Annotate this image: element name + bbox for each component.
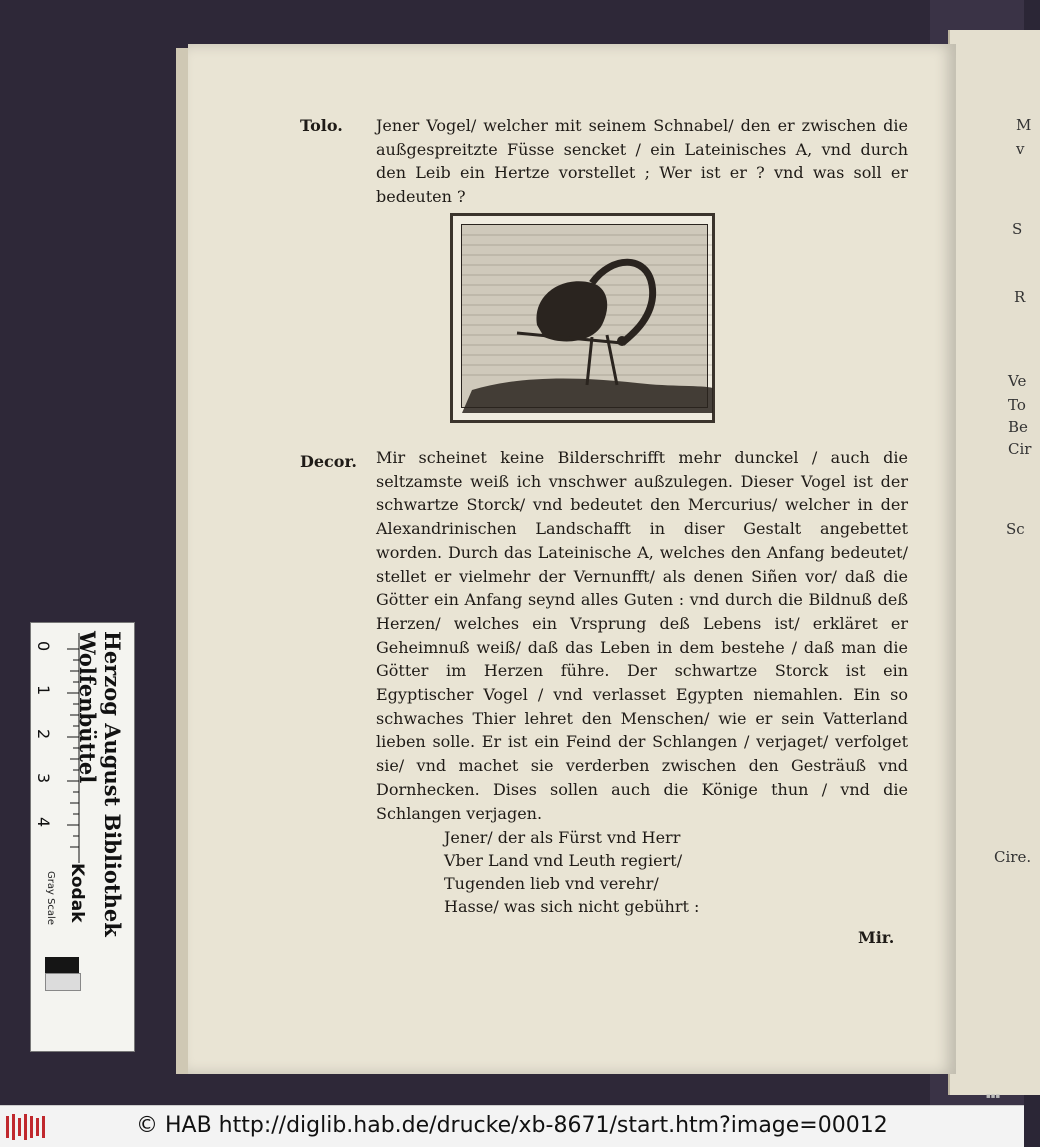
ruler-number: 1 — [34, 685, 53, 696]
verse-line: Vber Land vnd Leuth regiert/ — [444, 851, 683, 870]
ruler-number: 4 — [34, 817, 53, 828]
speaker-label: Tolo. — [300, 116, 343, 135]
dialogue-paragraph: Jener Vogel/ welcher mit seinem Schnabel/ den er zwischen die außgespreitzte Füsse sencket / ein Lateinisches A, vnd durch den Leib ein Hertze vorstellet ; Wer ist er ? vnd was soll er bedeuten ? — [376, 116, 908, 207]
facing-page — [948, 30, 1040, 1095]
facing-fragment: S — [1012, 220, 1023, 238]
ruler-title: Herzog August Bibliothek Wolfenbüttel — [75, 631, 125, 937]
catchword: Mir. — [858, 928, 895, 947]
ruler-ticks — [57, 633, 105, 863]
verse-line: Hasse/ was sich nicht gebührt : — [444, 897, 700, 916]
color-ruler — [30, 622, 135, 1052]
facing-fragment: M — [1016, 116, 1032, 134]
copyright-url[interactable]: © HAB http://diglib.hab.de/drucke/xb-8671/start.htm?image=00012 — [136, 1113, 888, 1138]
stork-woodcut-illustration — [450, 213, 715, 423]
footer-bar — [0, 1105, 1024, 1147]
facing-fragment: Cire. — [994, 848, 1032, 866]
ruler-number: 3 — [34, 773, 53, 784]
facing-fragment: Ve — [1008, 372, 1027, 390]
facing-fragment: Cir — [1008, 440, 1032, 458]
black-swatch — [45, 957, 79, 973]
gray-scale-label: Gray Scale — [45, 871, 56, 925]
speaker-label: Decor. — [300, 452, 357, 471]
facing-fragment: R — [1014, 288, 1026, 306]
verse-block — [444, 826, 699, 918]
facing-fragment: To — [1008, 396, 1026, 414]
ruler-scale — [34, 633, 87, 883]
ruler-number: 2 — [34, 729, 53, 740]
facing-fragment: Sc — [1006, 520, 1025, 538]
facing-fragment: Be — [1008, 418, 1028, 436]
verse-line: Tugenden lieb vnd verehr/ — [444, 874, 659, 893]
dialogue-paragraph: Mir scheinet keine Bilderschrifft mehr dunckel / auch die seltzamste weiß ich vnschwer außzulegen. Dieser Vogel ist der schwartze Storck/ vnd bedeutet den Mercurius/ welcher in der Alexandrinischen Landschafft in diser Gestalt angebettet worden. Durch das Lateinische A, welches den Anfang bedeutet/ stellet er vielmehr der Vernunfft/ als denen Siñen vor/ daß die Götter ein Anfang seynd alles Guten : vnd durch die Bildnuß deß Herzen/ welches ein Vrsprung deß Lebens ist/ erkläret er Geheimnuß weiß/ daß das Leben in dem bestehe / daß man die Götter im Herzen führe. Der schwartze Storck ist ein Egyptischer Vogel / vnd verlasset Egypten niemahlen. Ein so schwaches Thier lehret den Menschen/ wie er sein Vatterland lieben solle. Er ist ein Feind der Schlangen / verjaget/ verfolget sie/ vnd machet sie verderben zwischen den Gesträuß vnd Dornhecken. Dises sollen auch die Könige thun / vnd die Schlangen verjagen. — [376, 448, 908, 823]
ruler-number: 0 — [34, 641, 53, 652]
stork-drawing — [462, 225, 713, 413]
gray-swatch — [45, 973, 81, 991]
verse-line: Jener/ der als Fürst vnd Herr — [444, 828, 681, 847]
hab-logo-icon — [4, 1112, 46, 1142]
scan-code: ▪▪▪ — [986, 1092, 1001, 1100]
facing-fragment: v — [1016, 140, 1025, 158]
kodak-label: Kodak — [67, 863, 87, 923]
